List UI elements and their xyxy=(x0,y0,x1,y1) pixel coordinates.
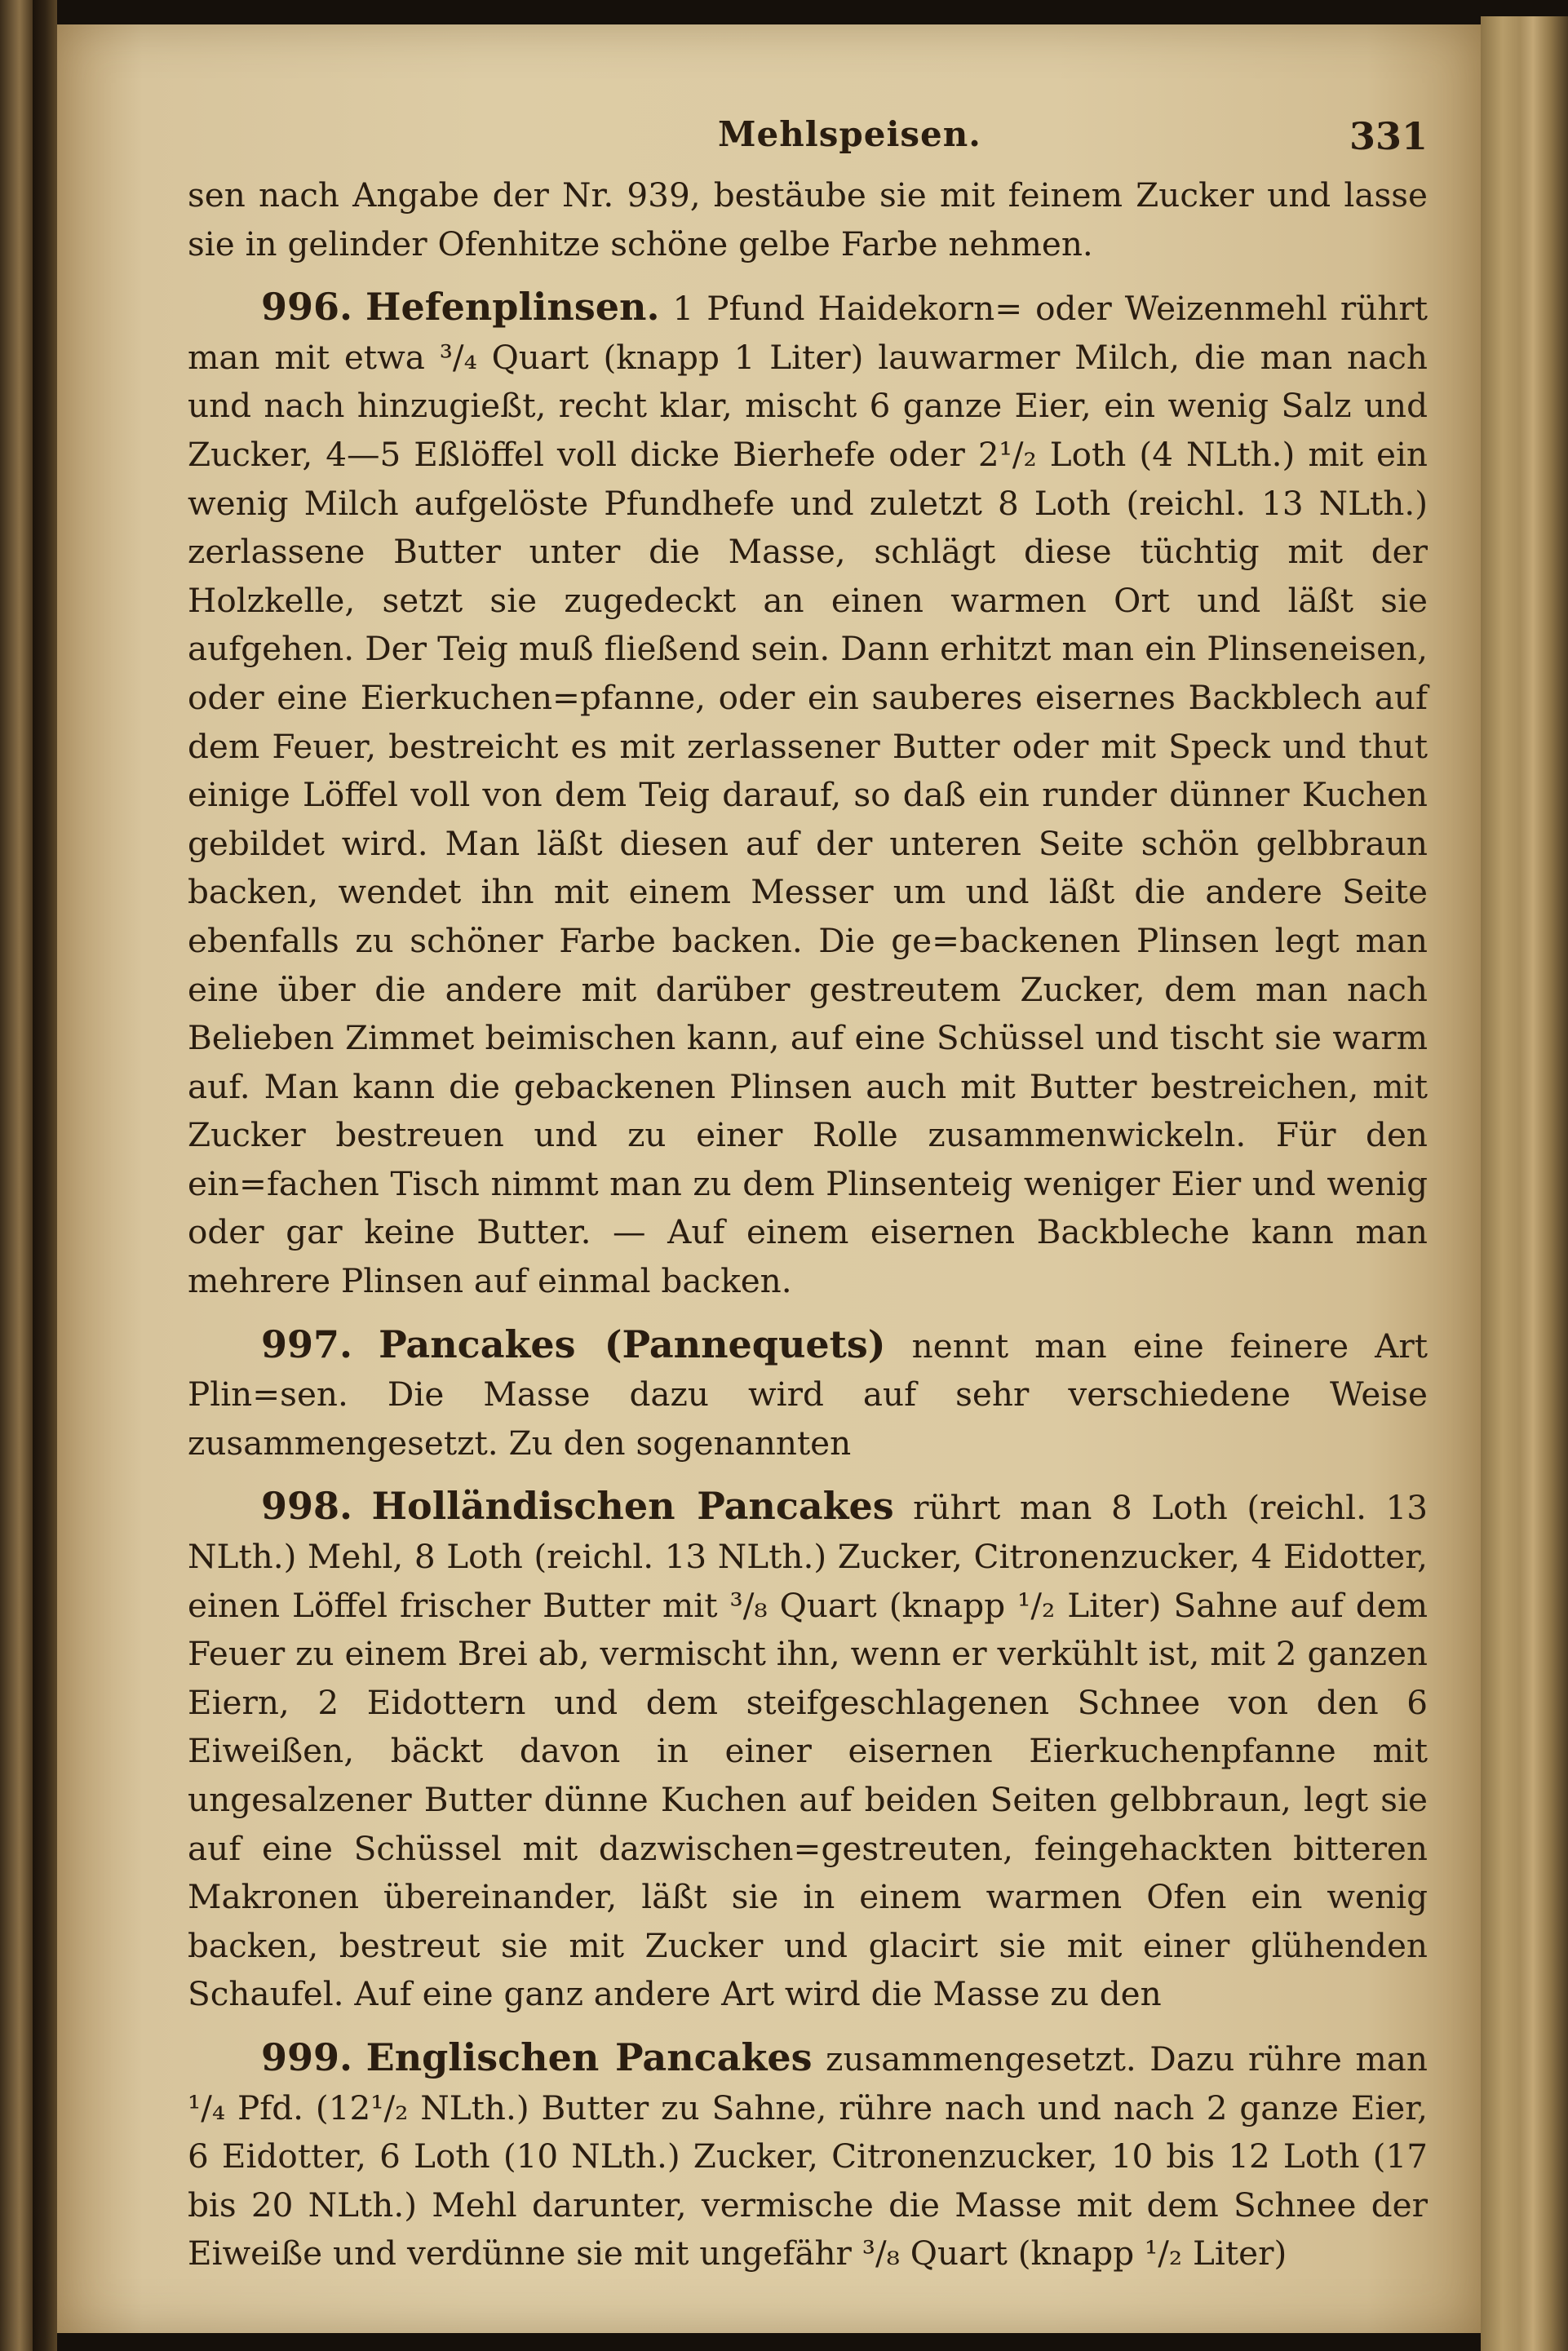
recipe-entry-996 xyxy=(188,283,1428,1305)
recipe-number: 996. xyxy=(261,285,353,330)
recipe-number: 999. xyxy=(261,2034,353,2079)
book-gutter xyxy=(33,0,57,2351)
recipe-title: Englischen Pancakes xyxy=(365,2034,813,2079)
recipe-text: zusammengesetzt. Dazu rühre man ¹/₄ Pfd. (12¹/₂ NLth.) Butter zu Sahne, rühre nach und nach 2 ganze Eier, 6 Eidotter, 6 Loth (10 NLth.) Zucker, Citronenzucker, 10 bis 12 Loth (17 bis 20 NLth.) Mehl darunter, vermische die Masse mit dem Schnee der Eiweiße und verdünne sie mit ungefähr ³/₈ Quart (knapp ¹/₂ Liter) xyxy=(188,2039,1428,2274)
page-number: 331 xyxy=(1349,114,1428,158)
page-header xyxy=(188,114,1428,171)
recipe-entry-997 xyxy=(188,1321,1428,1468)
left-page-edge xyxy=(0,0,33,2351)
recipe-title: Pancakes (Pannequets) xyxy=(379,1322,886,1366)
recipe-entry-999 xyxy=(188,2034,1428,2278)
recipe-number: 997. xyxy=(261,1322,353,1366)
recipe-number: 998. xyxy=(261,1484,353,1529)
recipe-text: nennt man eine feinere Art Plin=sen. Die Masse dazu wird auf sehr verschiedene Weise zusammengesetzt. Zu den sogenannten xyxy=(188,1326,1428,1463)
page-stack-edge xyxy=(1481,16,1568,2351)
recipe-entry-998 xyxy=(188,1482,1428,2019)
paragraph-continuation xyxy=(188,171,1428,268)
paragraph-text: sen nach Angabe der Nr. 939, bestäube sie mit feinem Zucker und lasse sie in gelinder Ofenhitze schöne gelbe Farbe nehmen. xyxy=(188,175,1428,263)
recipe-text: 1 Pfund Haidekorn= oder Weizenmehl rührt man mit etwa ³/₄ Quart (knapp 1 Liter) lauwarmer Milch, die man nach und nach hinzugießt, recht klar, mischt 6 ganze Eier, ein wenig Salz und Zucker, 4—5 Eßlöffel voll dicke Bierhefe oder 2¹/₂ Loth (4 NLth.) mit ein wenig Milch aufgelöste Pfundhefe und zuletzt 8 Loth (reichl. 13 NLth.) zerlassene Butter unter die Masse, schlägt diese tüchtig mit der Holzkelle, setzt sie zugedeckt an einen warmen Ort und läßt sie aufgehen. Der Teig muß fließend sein. Dann erhitzt man ein Plinseneisen, oder eine Eierkuchen=pfanne, oder ein sauberes eisernes Backblech auf dem Feuer, bestreicht es mit zerlassener Butter oder mit Speck und thut einige Löffel voll von dem Teig darauf, so daß ein runder dünner Kuchen gebildet wird. Man läßt diesen auf der unteren Seite schön gelbbraun backen, wendet ihn mit einem Messer um und läßt die andere Seite ebenfalls zu schöner Farbe backen. Die ge=backenen Plinsen legt man eine über die andere mit darüber gestreutem Zucker, dem man nach Belieben Zimmet beimischen kann, auf eine Schüssel und tischt sie warm auf. Man kann die gebackenen Plinsen auch mit Butter bestreichen, mit Zucker bestreuen und zu einer Rolle zusammenwickeln. Für den ein=fachen Tisch nimmt man zu dem Plinsenteig weniger Eier und wenig oder gar keine Butter. — Auf einem eisernen Backbleche kann man mehrere Plinsen auf einmal backen. xyxy=(188,289,1428,1301)
page-text-block xyxy=(188,114,1428,2278)
recipe-text: rührt man 8 Loth (reichl. 13 NLth.) Mehl, 8 Loth (reichl. 13 NLth.) Zucker, Citronenzucker, 4 Eidotter, einen Löffel frischer Butter mit ³/₈ Quart (knapp ¹/₂ Liter) Sahne auf dem Feuer zu einem Brei ab, vermischt ihn, wenn er verkühlt ist, mit 2 ganzen Eiern, 2 Eidottern und dem steifgeschlagenen Schnee von den 6 Eiweißen, bäckt davon in einer eisernen Eierkuchenpfanne mit ungesalzener Butter dünne Kuchen auf beiden Seiten gelbbraun, legt sie auf eine Schüssel mit dazwischen=gestreuten, feingehackten bitteren Makronen übereinander, läßt sie in einem warmen Ofen ein wenig backen, bestreut sie mit Zucker und glacirt sie mit einer glühenden Schaufel. Auf eine ganz andere Art wird die Masse zu den xyxy=(188,1488,1428,2014)
running-head: Mehlspeisen. xyxy=(718,114,981,154)
recipe-title: Hefenplinsen. xyxy=(365,285,660,330)
body-text xyxy=(188,171,1428,2278)
recipe-title: Holländischen Pancakes xyxy=(371,1484,894,1529)
